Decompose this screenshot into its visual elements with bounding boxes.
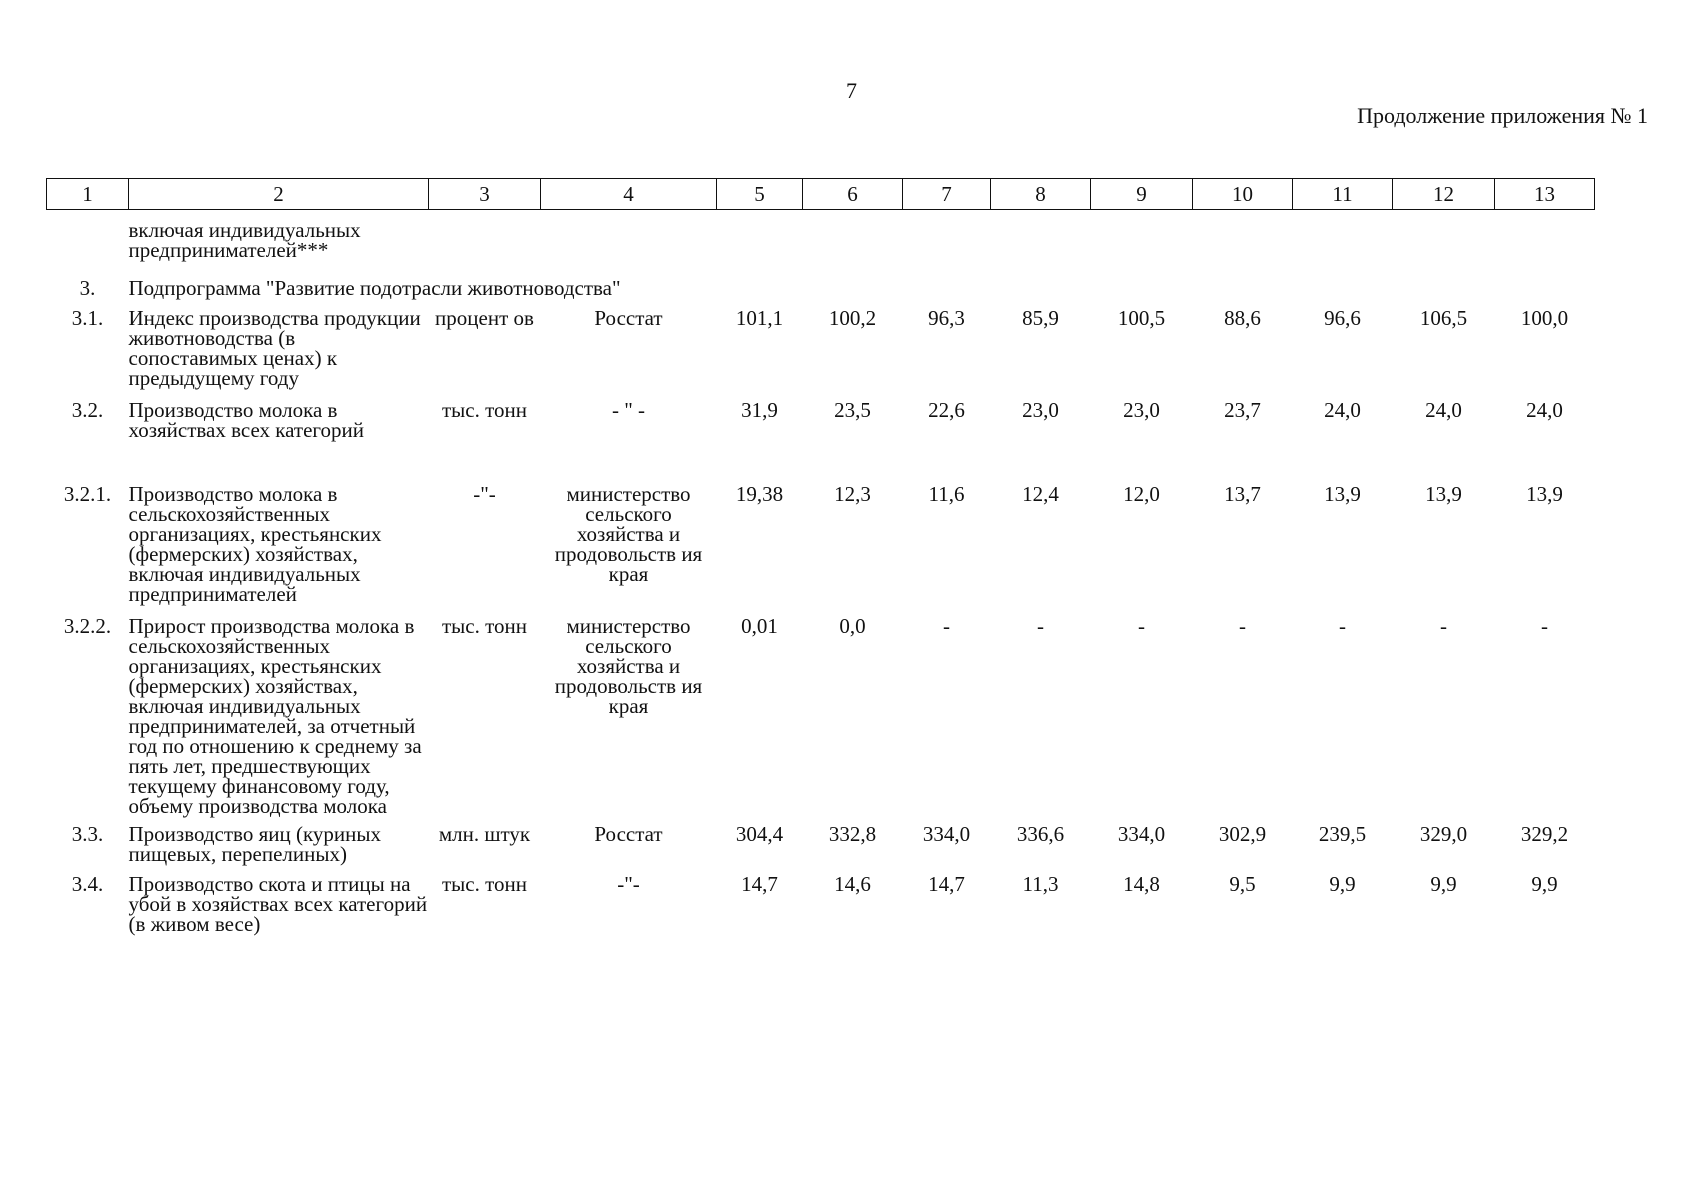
value-cell: 14,7 — [741, 872, 778, 896]
value-cell: 24,0 — [1526, 398, 1563, 422]
value-cell: 12,4 — [1022, 482, 1059, 506]
row-number: 3.3. — [71, 822, 104, 846]
value-cell: 12,0 — [1123, 482, 1160, 506]
table-row — [47, 210, 1595, 261]
row-number: 3.4. — [71, 872, 104, 896]
header-row — [47, 179, 1595, 210]
table-row — [47, 440, 1595, 604]
unit-cell — [429, 210, 541, 261]
value-cell: 9,5 — [1229, 872, 1256, 896]
row-number: 3.2.1. — [63, 482, 112, 506]
header-cell: 2 — [129, 179, 429, 210]
value-cell: 19,38 — [735, 482, 784, 506]
value-cell — [991, 210, 1091, 261]
value-cell: - — [1239, 614, 1246, 638]
source-cell: министерство сельского хозяйства и продовольств ия края — [554, 482, 703, 586]
value-cell: 24,0 — [1425, 398, 1462, 422]
source-cell: министерство сельского хозяйства и продовольств ия края — [554, 614, 703, 718]
unit-cell: тыс. тонн — [442, 872, 527, 896]
value-cell — [1091, 210, 1193, 261]
value-cell: 9,9 — [1430, 872, 1457, 896]
value-cell: - — [1037, 614, 1044, 638]
source-cell — [541, 210, 717, 261]
header-cell: 9 — [1091, 179, 1193, 210]
value-cell — [803, 210, 903, 261]
value-cell — [903, 210, 991, 261]
source-cell: Росстат — [594, 822, 663, 846]
value-cell — [1495, 210, 1595, 261]
value-cell: 31,9 — [741, 398, 778, 422]
header-cell: 4 — [541, 179, 717, 210]
unit-cell: -"- — [473, 482, 496, 506]
value-cell: 100,2 — [828, 306, 877, 330]
value-cell: - — [1541, 614, 1548, 638]
indicator-name: Производство яиц (куриных пищевых, перепелиных) — [128, 822, 381, 866]
value-cell: 302,9 — [1218, 822, 1267, 846]
section-row — [47, 260, 1595, 298]
value-cell: 101,1 — [735, 306, 784, 330]
value-cell: 14,8 — [1123, 872, 1160, 896]
value-cell: - — [1339, 614, 1346, 638]
value-cell: 0,0 — [839, 614, 866, 638]
value-cell: - — [943, 614, 950, 638]
header-cell: 3 — [429, 179, 541, 210]
value-cell: 329,0 — [1419, 822, 1468, 846]
header-cell: 11 — [1293, 179, 1393, 210]
value-cell — [1293, 210, 1393, 261]
source-cell: Росстат — [594, 306, 663, 330]
header-cell: 1 — [47, 179, 129, 210]
unit-cell: тыс. тонн — [442, 398, 527, 422]
value-cell: 96,3 — [928, 306, 965, 330]
value-cell — [1393, 210, 1495, 261]
value-cell: 9,9 — [1531, 872, 1558, 896]
indicator-name: Прирост производства молока в сельскохозяйственных организациях, крестьянских (фермерских) хозяйствах, включая индивидуальных предпринимателей, за отчетный год по отношению к среднему за пять лет, предшествующих текущему финансовому году, объему производства молока — [128, 614, 422, 818]
value-cell: 88,6 — [1224, 306, 1261, 330]
header-cell: 10 — [1193, 179, 1293, 210]
indicator-name: Производство молока в сельскохозяйственных организациях, крестьянских (фермерских) хозяйствах, включая индивидуальных предпринимателей — [128, 482, 382, 606]
row-number — [47, 210, 129, 261]
value-cell: 336,6 — [1016, 822, 1065, 846]
indicators-table — [46, 178, 1595, 934]
continuation-label: Продолжение приложения № 1 — [1357, 103, 1648, 128]
unit-cell: млн. штук — [438, 822, 531, 846]
header-cell: 8 — [991, 179, 1091, 210]
value-cell: 332,8 — [828, 822, 877, 846]
table-row — [47, 298, 1595, 388]
indicator-name: Производство молока в хозяйствах всех категорий — [128, 398, 364, 442]
header-cell: 12 — [1393, 179, 1495, 210]
value-cell: 96,6 — [1324, 306, 1361, 330]
value-cell: 106,5 — [1419, 306, 1468, 330]
value-cell: 24,0 — [1324, 398, 1361, 422]
value-cell: 23,5 — [834, 398, 871, 422]
value-cell: 239,5 — [1318, 822, 1367, 846]
row-number: 3. — [79, 276, 96, 300]
section-title: Подпрограмма "Развитие подотрасли животноводства" — [128, 276, 621, 300]
value-cell: 329,2 — [1520, 822, 1569, 846]
table-row — [47, 816, 1595, 864]
table-row — [47, 388, 1595, 440]
value-cell: 304,4 — [735, 822, 784, 846]
value-cell: 14,7 — [928, 872, 965, 896]
value-cell: 100,0 — [1520, 306, 1569, 330]
value-cell: 11,6 — [928, 482, 965, 506]
value-cell: 13,9 — [1425, 482, 1462, 506]
value-cell: - — [1138, 614, 1145, 638]
value-cell — [717, 210, 803, 261]
page-number: 7 — [846, 78, 857, 103]
source-cell: - " - — [611, 398, 646, 422]
value-cell: 100,5 — [1117, 306, 1166, 330]
value-cell: 13,9 — [1324, 482, 1361, 506]
value-cell: 14,6 — [834, 872, 871, 896]
row-number: 3.2.2. — [63, 614, 112, 638]
value-cell: 11,3 — [1022, 872, 1059, 896]
header-cell: 5 — [717, 179, 803, 210]
value-cell: 23,0 — [1022, 398, 1059, 422]
header-cell: 6 — [803, 179, 903, 210]
value-cell: 13,7 — [1224, 482, 1261, 506]
value-cell: 13,9 — [1526, 482, 1563, 506]
indicator-name: включая индивидуальных предпринимателей*** — [128, 218, 361, 262]
value-cell: 12,3 — [834, 482, 871, 506]
unit-cell: тыс. тонн — [442, 614, 527, 638]
value-cell: 9,9 — [1329, 872, 1356, 896]
value-cell — [1193, 210, 1293, 261]
indicator-name: Производство скота и птицы на убой в хозяйствах всех категорий (в живом весе) — [128, 872, 428, 936]
source-cell: -"- — [617, 872, 640, 896]
value-cell: 23,0 — [1123, 398, 1160, 422]
table-row — [47, 864, 1595, 934]
value-cell: 334,0 — [922, 822, 971, 846]
value-cell: 23,7 — [1224, 398, 1261, 422]
value-cell: 0,01 — [741, 614, 778, 638]
indicator-name: Индекс производства продукции животноводства (в сопоставимых ценах) к предыдущему году — [128, 306, 421, 390]
value-cell: 334,0 — [1117, 822, 1166, 846]
value-cell: 85,9 — [1022, 306, 1059, 330]
table-body — [47, 210, 1595, 935]
unit-cell: процент ов — [435, 306, 534, 330]
row-number: 3.2. — [71, 398, 104, 422]
table-header — [47, 179, 1595, 210]
value-cell: - — [1440, 614, 1447, 638]
value-cell: 22,6 — [928, 398, 965, 422]
table-row — [47, 604, 1595, 816]
header-cell: 13 — [1495, 179, 1595, 210]
row-number: 3.1. — [71, 306, 104, 330]
header-cell: 7 — [903, 179, 991, 210]
